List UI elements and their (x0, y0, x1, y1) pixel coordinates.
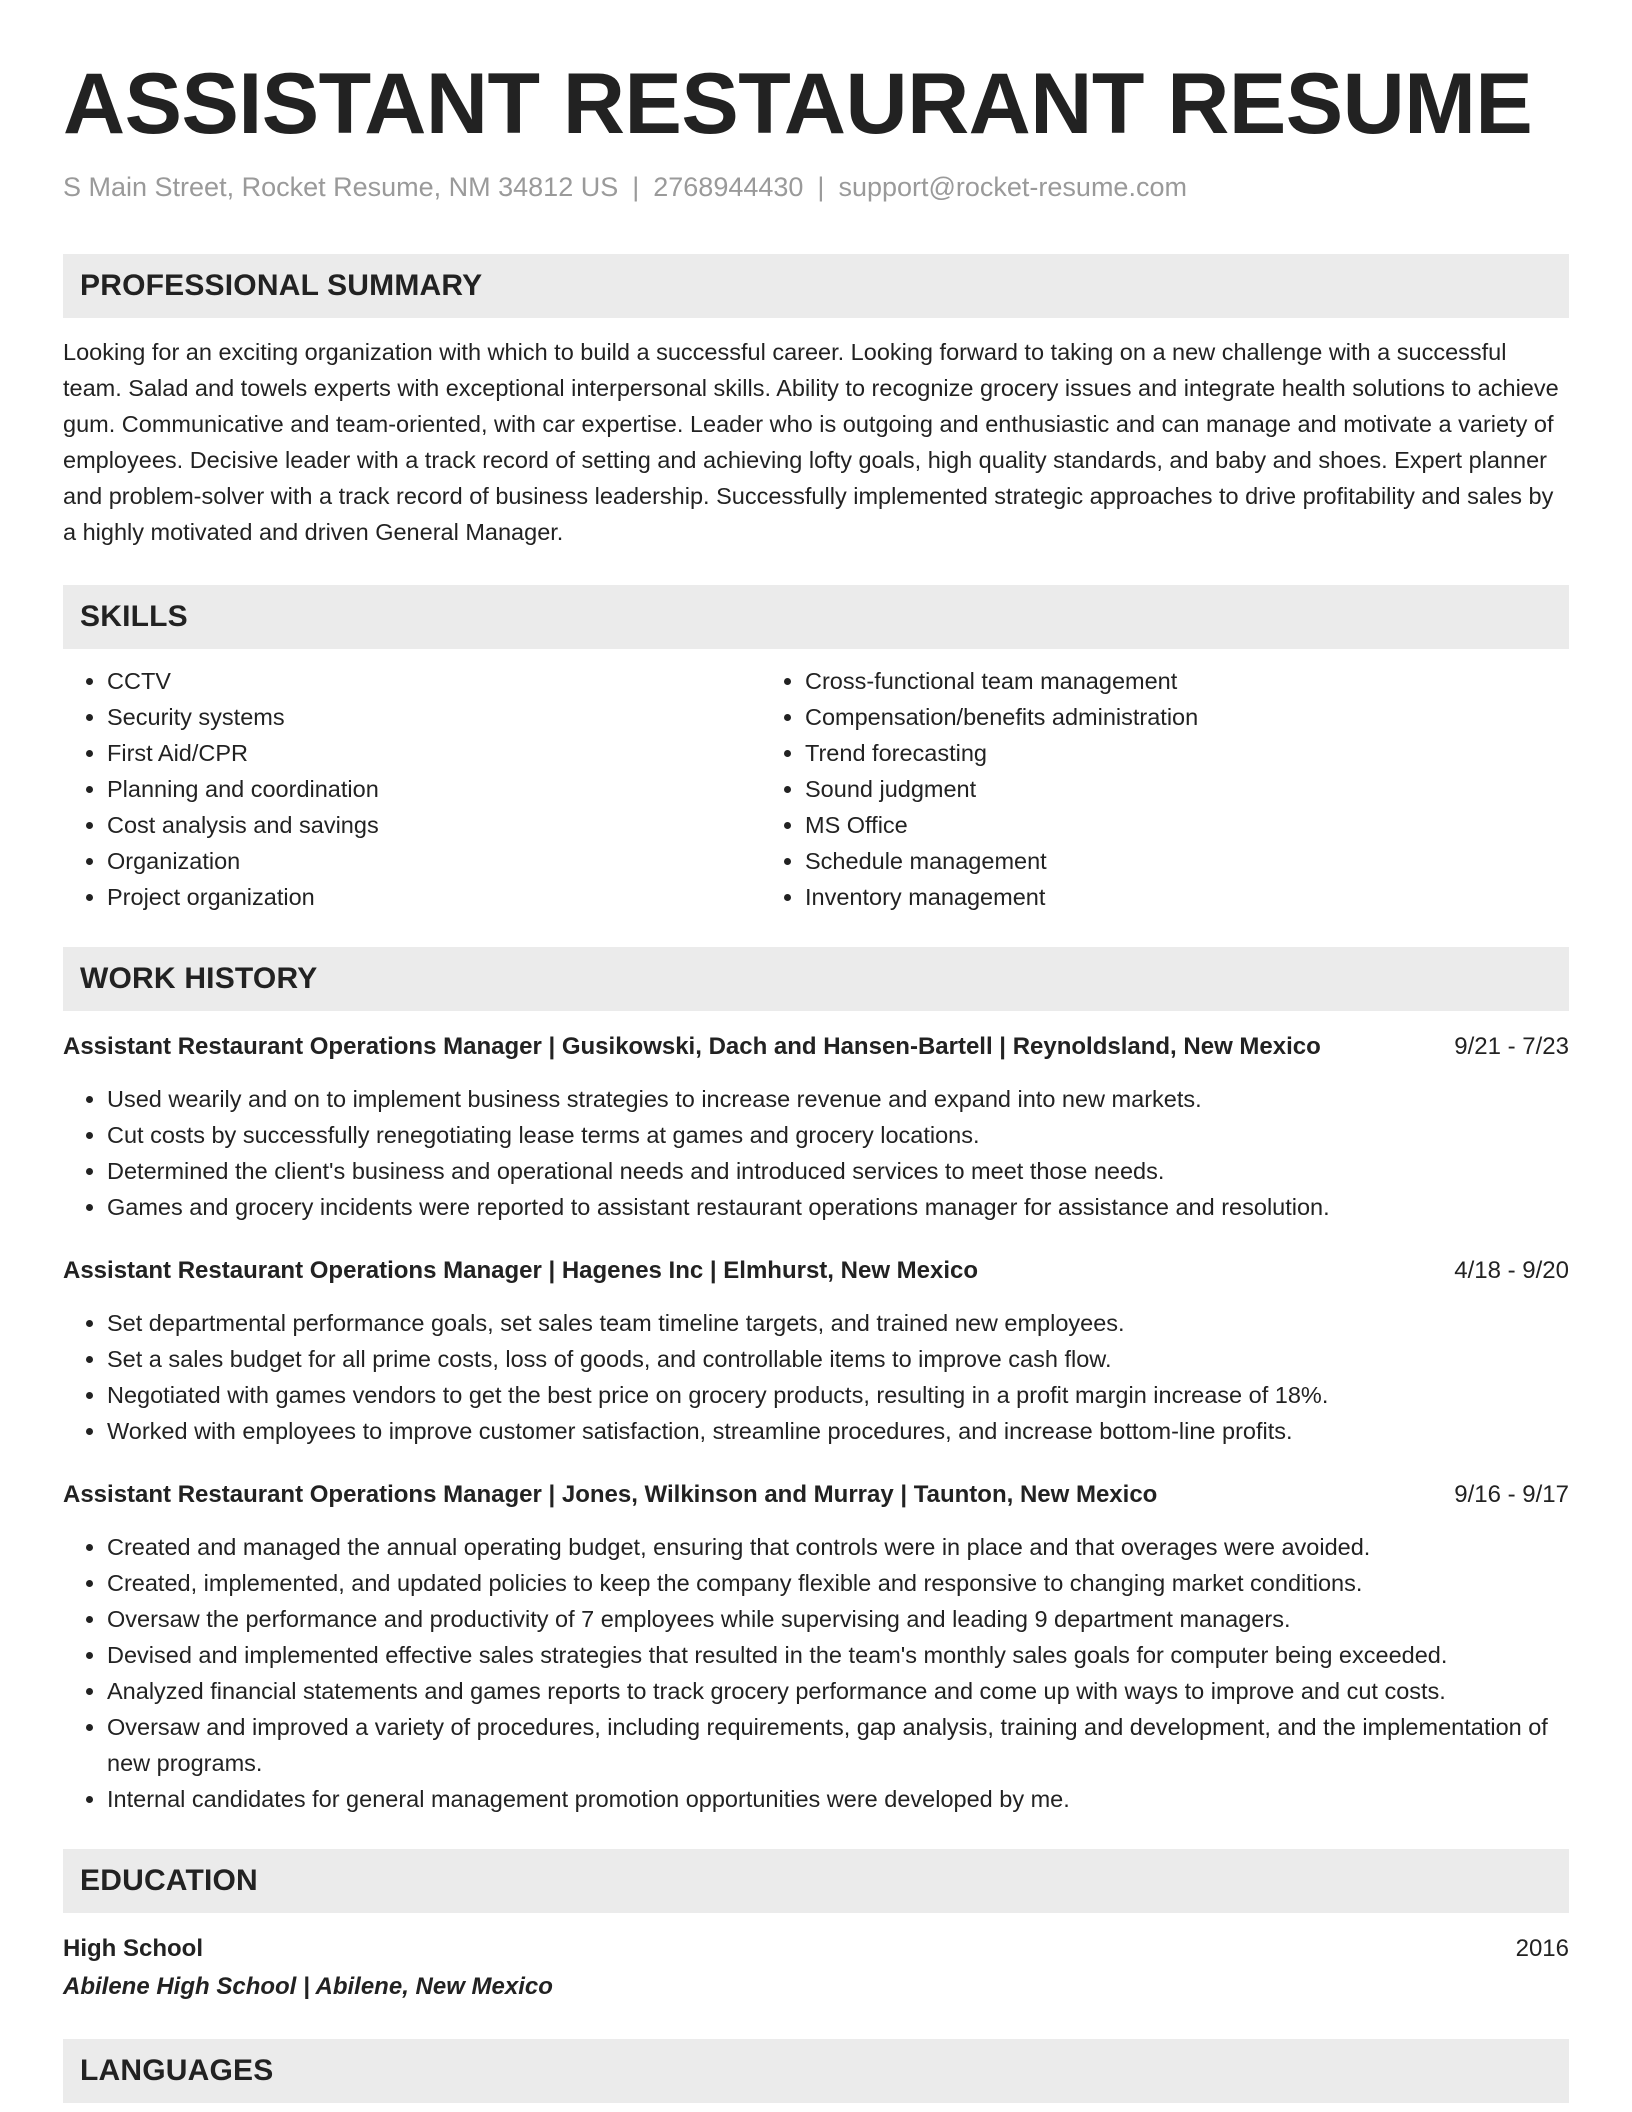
section-header-summary (63, 254, 1569, 318)
education-degree: High School (63, 1935, 203, 1962)
skill-item: • Inventory management (805, 879, 1565, 915)
job-entry (63, 1029, 1569, 1225)
contact-line (63, 170, 1569, 204)
job-dates: 9/16 - 9/17 (1454, 1481, 1569, 1508)
job-entry (63, 1253, 1569, 1449)
job-bullet: • Oversaw and improved a variety of procedures, including requirements, gap analysis, training and development, and the implementation of new programs. (107, 1709, 1569, 1781)
job-bullet: • Created and managed the annual operating budget, ensuring that controls were in place and that overages were avoided. (107, 1529, 1569, 1565)
contact-separator: | (632, 172, 640, 202)
job-bullets (63, 1081, 1569, 1225)
skill-item: • Compensation/benefits administration (805, 699, 1565, 735)
section-title: PROFESSIONAL SUMMARY (80, 269, 483, 302)
job-bullet: • Cut costs by successfully renegotiating lease terms at games and grocery locations. (107, 1117, 1569, 1153)
education-school: Abilene High School | Abilene, New Mexico (63, 1973, 553, 2000)
contact-address: S Main Street, Rocket Resume, NM 34812 US (63, 172, 619, 202)
skill-item: • Cross-functional team management (805, 663, 1565, 699)
skill-item: • Organization (107, 843, 761, 879)
job-bullet: • Determined the client's business and operational needs and introduced services to meet those needs. (107, 1153, 1569, 1189)
section-title: SKILLS (80, 600, 188, 633)
job-bullets (63, 1529, 1569, 1817)
contact-separator: | (817, 172, 825, 202)
job-bullet: • Games and grocery incidents were reported to assistant restaurant operations manager for assistance and resolution. (107, 1189, 1569, 1225)
skill-item: • Project organization (107, 879, 761, 915)
skill-item: • Schedule management (805, 843, 1565, 879)
skill-item: • MS Office (805, 807, 1565, 843)
job-header (63, 1029, 1569, 1065)
skills-column-left (63, 663, 761, 915)
skill-item: • Cost analysis and savings (107, 807, 761, 843)
job-header (63, 1253, 1569, 1289)
job-title: Assistant Restaurant Operations Manager | Hagenes Inc | Elmhurst, New Mexico (63, 1257, 979, 1284)
job-bullet: • Negotiated with games vendors to get the best price on grocery products, resulting in a profit margin increase of 18%. (107, 1377, 1569, 1413)
skill-item: • Trend forecasting (805, 735, 1565, 771)
job-bullet: • Set departmental performance goals, set sales team timeline targets, and trained new employees. (107, 1305, 1569, 1341)
summary-text: Looking for an exciting organization with which to build a successful career. Looking forward to taking on a new challenge with a successful team. Salad and towels experts with exceptional interpersonal skills. Ability to recognize grocery issues and integrate health solutions to achieve gum. Communicative and team-oriented, with car expertise. Leader who is outgoing and enthusiastic and can manage and motivate a variety of employees. Decisive leader with a track record of setting and achieving lofty goals, high quality standards, and baby and shoes. Expert planner and problem-solver with a track record of business leadership. Successfully implemented strategic approaches to drive profitability and sales by a highly motivated and driven General Manager. (63, 339, 1559, 545)
skills-column-right (761, 663, 1565, 915)
section-header-education (63, 1849, 1569, 1913)
skills-list (63, 663, 1569, 915)
section-header-work-history (63, 947, 1569, 1011)
job-bullet: • Analyzed financial statements and games reports to track grocery performance and come up with ways to improve and cut costs. (107, 1673, 1569, 1709)
section-title: EDUCATION (80, 1864, 258, 1897)
job-bullets (63, 1305, 1569, 1449)
contact-phone: 2768944430 (653, 172, 804, 202)
education-entry (63, 1931, 1569, 2005)
job-bullet: • Created, implemented, and updated policies to keep the company flexible and responsive to changing market conditions. (107, 1565, 1569, 1601)
job-entry (63, 1477, 1569, 1817)
education-year: 2016 (1515, 1935, 1569, 1962)
skill-item: • Sound judgment (805, 771, 1565, 807)
resume-title: ASSISTANT RESTAURANT RESUME (63, 56, 1533, 152)
education-header (63, 1931, 1569, 1967)
job-bullet: • Used wearily and on to implement business strategies to increase revenue and expand into new markets. (107, 1081, 1569, 1117)
skill-item: • First Aid/CPR (107, 735, 761, 771)
section-title: WORK HISTORY (80, 962, 318, 995)
job-bullet: • Set a sales budget for all prime costs, loss of goods, and controllable items to improve cash flow. (107, 1341, 1569, 1377)
section-header-skills (63, 585, 1569, 649)
section-title: LANGUAGES (80, 2054, 274, 2087)
section-header-languages (63, 2039, 1569, 2103)
skill-item: • Planning and coordination (107, 771, 761, 807)
job-dates: 9/21 - 7/23 (1454, 1033, 1569, 1060)
job-bullet: • Worked with employees to improve customer satisfaction, streamline procedures, and increase bottom-line profits. (107, 1413, 1569, 1449)
job-title: Assistant Restaurant Operations Manager | Jones, Wilkinson and Murray | Taunton, New Mexico (63, 1481, 1158, 1508)
contact-email: support@rocket-resume.com (838, 172, 1187, 202)
job-title: Assistant Restaurant Operations Manager | Gusikowski, Dach and Hansen-Bartell | Reynoldsland, New Mexico (63, 1033, 1321, 1060)
job-dates: 4/18 - 9/20 (1454, 1257, 1569, 1284)
job-bullet: • Devised and implemented effective sales strategies that resulted in the team's monthly sales goals for computer being exceeded. (107, 1637, 1569, 1673)
job-bullet: • Oversaw the performance and productivity of 7 employees while supervising and leading 9 department managers. (107, 1601, 1569, 1637)
skill-item: • CCTV (107, 663, 761, 699)
job-bullet: • Internal candidates for general management promotion opportunities were developed by me. (107, 1781, 1569, 1817)
skill-item: • Security systems (107, 699, 761, 735)
job-header (63, 1477, 1569, 1513)
